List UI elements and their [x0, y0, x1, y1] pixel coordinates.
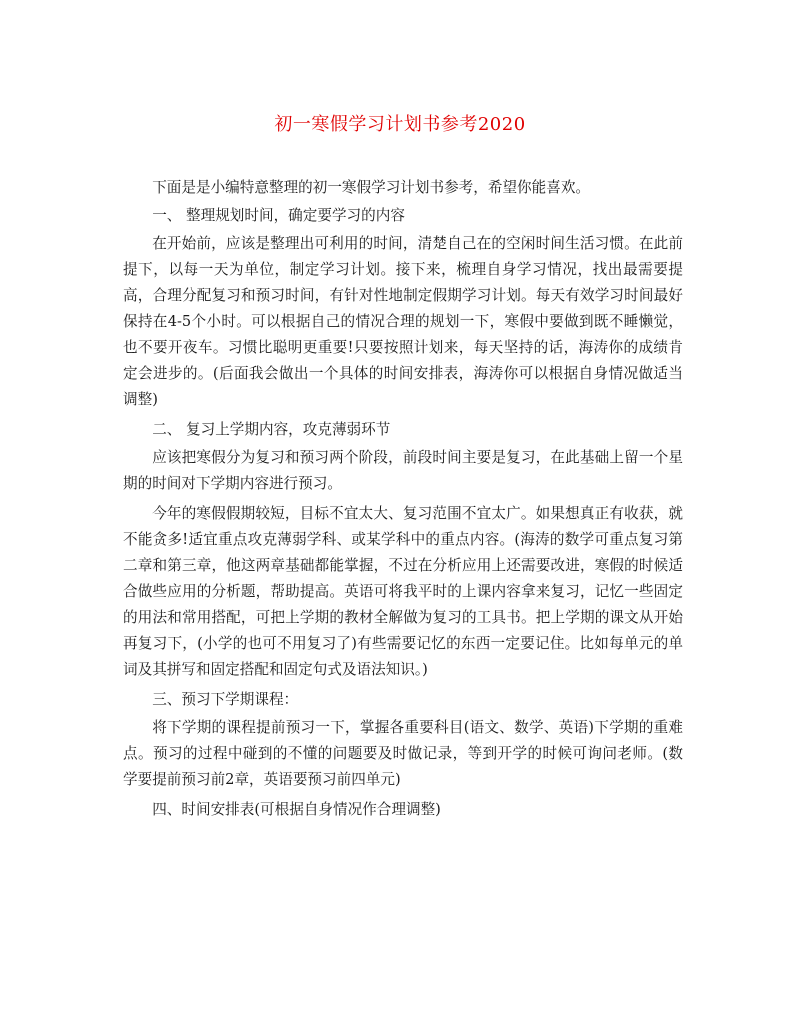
intro-paragraph: 下面是是小编特意整理的初一寒假学习计划书参考，希望你能喜欢。 [152, 179, 591, 196]
section-1-paragraph-1: 在开始前，应该是整理出可利用的时间，清楚自己在的空闲时间生活习惯。在此前提下，以每一天为单位，制定学习计划。接下来，梳理自身学习情况，找出最需要提高，合理分配复习和预习时间，有针对性地制定假期学习计划。每天有效学习时间最好保持在4-5个小时。可以根据自己的情况合理的规划一下，寒假中要做到既不睡懒觉，也不要开夜车。习惯比聪明更重要!只要按照计划来，每天坚持的话，海涛你的成绩肯定会进步的。(后面我会做出一个具体的时间安排表，海涛你可以根据自身情况做适当调整) [123, 235, 683, 408]
section-2-heading: 二、 复习上学期内容，攻克薄弱环节 [152, 421, 391, 438]
document-body [123, 175, 683, 825]
section-3-heading: 三、预习下学期课程： [152, 691, 299, 708]
section-2-paragraph-1: 应该把寒假分为复习和预习两个阶段，前段时间主要是复习，在此基础上留一个星期的时间对下学期内容进行预习。 [123, 449, 683, 492]
section-1-heading: 一、 整理规划时间，确定要学习的内容 [152, 207, 405, 224]
document-title: 初一寒假学习计划书参考2020 [274, 114, 526, 135]
section-4-heading: 四、时间安排表(可根据自身情况作合理调整) [152, 801, 441, 818]
section-3-paragraph-1: 将下学期的课程提前预习一下，掌握各重要科目(语文、数学、英语)下学期的重难点。预习的过程中碰到的不懂的问题要及时做记录，等到开学的时候可询问老师。(数学要提前预习前2章，英语要预习前四单元) [123, 719, 683, 788]
section-2-paragraph-2: 今年的寒假假期较短，目标不宜太大、复习范围不宜太广。如果想真正有收获，就不能贪多!适宜重点攻克薄弱学科、或某学科中的重点内容。(海涛的数学可重点复习第二章和第三章，他这两章基础都能掌握，不过在分析应用上还需要改进，寒假的时候适合做些应用的分析题，帮助提高。英语可将我平时的上课内容拿来复习，记忆一些固定的用法和常用搭配，可把上学期的教材全解做为复习的工具书。把上学期的课文从开始再复习下，(小学的也可不用复习了)有些需要记忆的东西一定要记住。比如每单元的单词及其拼写和固定搭配和固定句式及语法知识。) [123, 505, 683, 678]
